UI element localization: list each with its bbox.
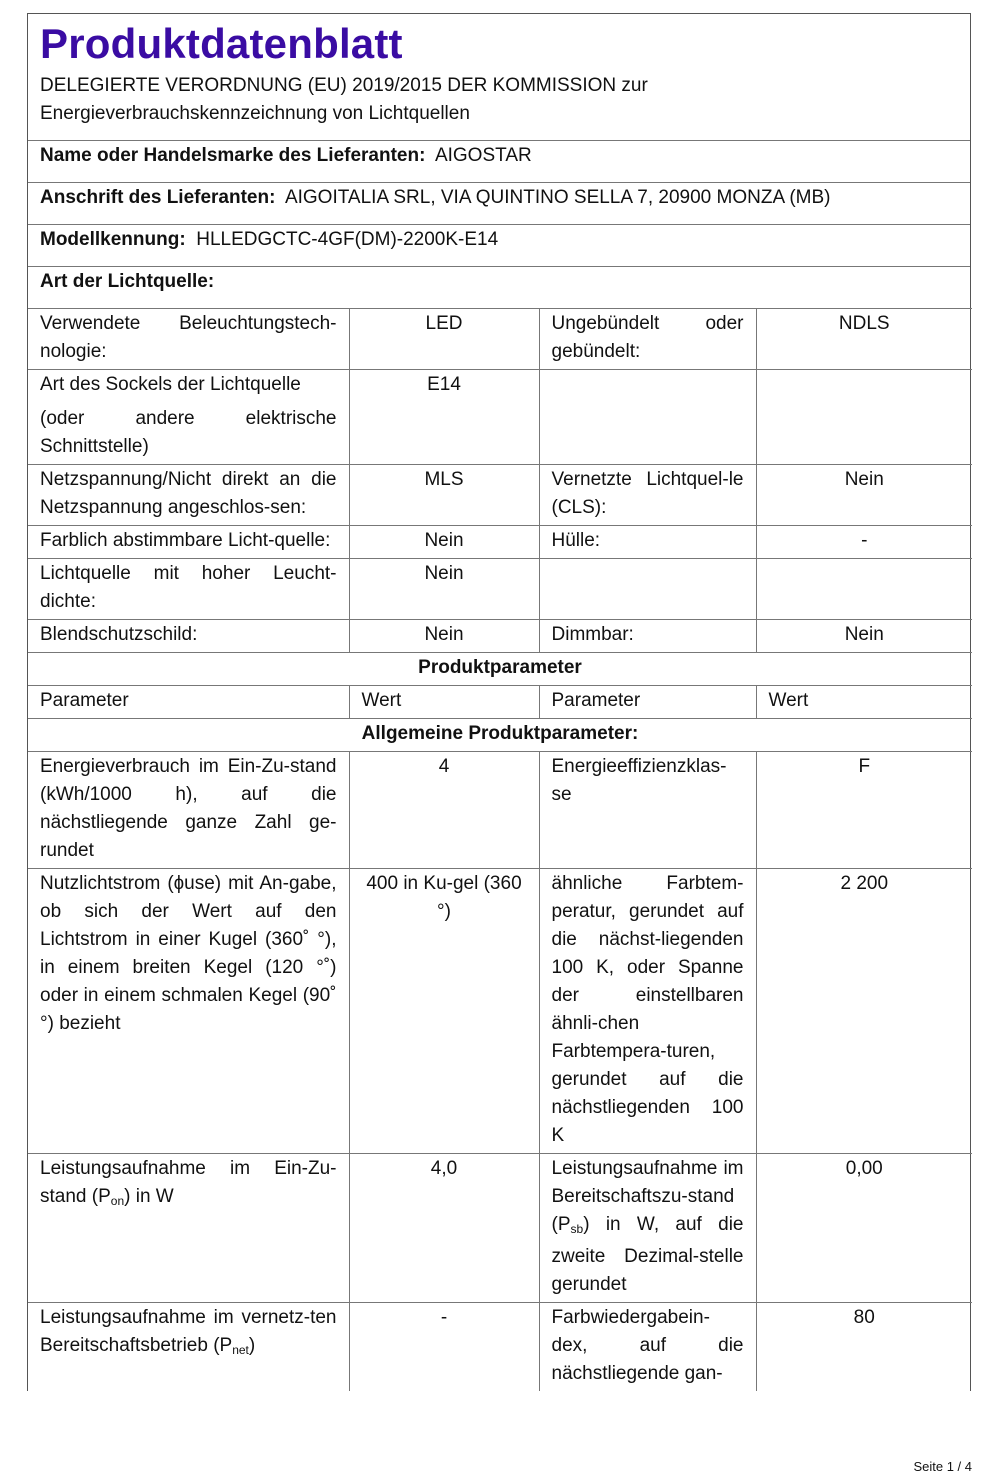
param-label: Farblich abstimmbare Licht-quelle: [28, 526, 349, 559]
table-row [28, 526, 972, 559]
supplier-address-label: Anschrift des Lieferanten: [40, 187, 276, 208]
param-label [28, 370, 349, 465]
column-header-value: Wert [349, 686, 539, 719]
sheet-frame [27, 13, 971, 1391]
param-value [756, 559, 972, 620]
label-subscript: sb [570, 1222, 584, 1236]
light-source-table [28, 308, 972, 1391]
param-label: ähnliche Farbtem-peratur, gerundet auf die nächst-liegenden 100 K, oder Spanne der einstellbaren ähnli-chen Farbtempera-turen, gerundet auf die nächstliegenden 100 K [539, 869, 756, 1154]
model-value: HLLEDGCTC-4GF(DM)-2200K-E14 [196, 229, 499, 250]
param-label: Ungebündelt oder gebündelt: [539, 309, 756, 370]
label-text: ) [248, 1335, 256, 1356]
param-value: MLS [349, 465, 539, 526]
param-label: Energieeffizienzklas-se [539, 752, 756, 869]
table-row [28, 309, 972, 370]
regulation-subtitle [40, 72, 958, 140]
table-row [28, 370, 972, 465]
param-value: F [756, 752, 972, 869]
model-row [28, 225, 970, 267]
param-value [756, 370, 972, 465]
param-value: - [349, 1303, 539, 1392]
param-label: Vernetzte Lichtquel-le (CLS): [539, 465, 756, 526]
param-label: Netzspannung/Nicht direkt an die Netzspannung angeschlos-sen: [28, 465, 349, 526]
column-header-row [28, 686, 972, 719]
param-label: Blendschutzschild: [28, 620, 349, 653]
param-label: Dimmbar: [539, 620, 756, 653]
model-label: Modellkennung: [40, 229, 186, 250]
subtitle-line-2: Energieverbrauchskennzeichnung von Lichtquellen [40, 103, 470, 124]
supplier-name-label: Name oder Handelsmarke des Lieferanten: [40, 145, 426, 166]
label-text: Leistungsaufnahme im Bereitschaftszu-stand (P [551, 1158, 744, 1235]
param-label: Nutzlichtstrom (ɸuse) mit An-gabe, ob sich der Wert auf den Lichtstrom in einer Kugel (360˚ °), in einem breiten Kegel (120 °˚) oder in einem schmalen Kegel (90˚ °) bezieht [28, 869, 349, 1154]
table-row [28, 465, 972, 526]
label-text: ) in W [124, 1186, 174, 1207]
supplier-name-row [28, 141, 970, 183]
param-value: 4,0 [349, 1154, 539, 1303]
param-value: Nein [349, 620, 539, 653]
table-row [28, 559, 972, 620]
param-value: 4 [349, 752, 539, 869]
supplier-name-value: AIGOSTAR [434, 145, 532, 166]
table-row [28, 869, 972, 1154]
param-value: Nein [756, 620, 972, 653]
param-label-line: (oder andere elektrische Schnittstelle) [40, 408, 337, 457]
page-number: Seite 1 / 4 [913, 1459, 972, 1474]
param-label [539, 559, 756, 620]
column-header-value-2: Wert [756, 686, 972, 719]
supplier-address-row [28, 183, 970, 225]
param-value: 400 in Ku-gel (360 °) [349, 869, 539, 1154]
param-label [539, 370, 756, 465]
param-value: 2 200 [756, 869, 972, 1154]
param-label-line: Art des Sockels der Lichtquelle [40, 374, 301, 395]
section-header-row [28, 653, 972, 686]
param-label: Verwendete Beleuchtungstech-nologie: [28, 309, 349, 370]
product-data-sheet [27, 13, 971, 1391]
general-parameters-heading: Allgemeine Produktparameter: [28, 719, 972, 752]
light-source-type-label: Art der Lichtquelle: [40, 271, 215, 292]
label-text: Leistungsaufnahme im vernetz-ten Bereitschaftsbetrieb (P [40, 1307, 337, 1356]
label-subscript: on [110, 1194, 125, 1208]
param-label [539, 1154, 756, 1303]
param-value: Nein [756, 465, 972, 526]
section-header-row [28, 719, 972, 752]
page-title: Produktdatenblatt [40, 20, 403, 67]
label-subscript: net [232, 1343, 249, 1357]
column-header-parameter: Parameter [28, 686, 349, 719]
supplier-address-value: AIGOITALIA SRL, VIA QUINTINO SELLA 7, 20900 MONZA (MB) [284, 187, 831, 208]
param-value: LED [349, 309, 539, 370]
param-label [28, 1154, 349, 1303]
param-label: Lichtquelle mit hoher Leucht-dichte: [28, 559, 349, 620]
param-value: E14 [349, 370, 539, 465]
param-value: NDLS [756, 309, 972, 370]
subtitle-line-1: DELEGIERTE VERORDNUNG (EU) 2019/2015 DER KOMMISSION zur [40, 75, 648, 96]
param-value: - [756, 526, 972, 559]
column-header-parameter-2: Parameter [539, 686, 756, 719]
param-value: 0,00 [756, 1154, 972, 1303]
param-label [28, 1303, 349, 1392]
table-row [28, 752, 972, 869]
label-text: ) in W, auf die zweite Dezimal-stelle gerundet [551, 1214, 744, 1295]
table-row [28, 1154, 972, 1303]
param-value: Nein [349, 559, 539, 620]
light-source-type-row [28, 267, 970, 308]
header-block [28, 14, 970, 141]
label-text: Leistungsaufnahme im Ein-Zu-stand (P [40, 1158, 337, 1207]
param-value: 80 [756, 1303, 972, 1392]
table-row [28, 620, 972, 653]
param-label: Energieverbrauch im Ein-Zu-stand (kWh/1000 h), auf die nächstliegende ganze Zahl ge-rundet [28, 752, 349, 869]
table-row [28, 1303, 972, 1392]
param-label: Farbwiedergabein-dex, auf die nächstliegende gan- [539, 1303, 756, 1392]
param-value: Nein [349, 526, 539, 559]
param-label: Hülle: [539, 526, 756, 559]
product-parameters-heading: Produktparameter [28, 653, 972, 686]
